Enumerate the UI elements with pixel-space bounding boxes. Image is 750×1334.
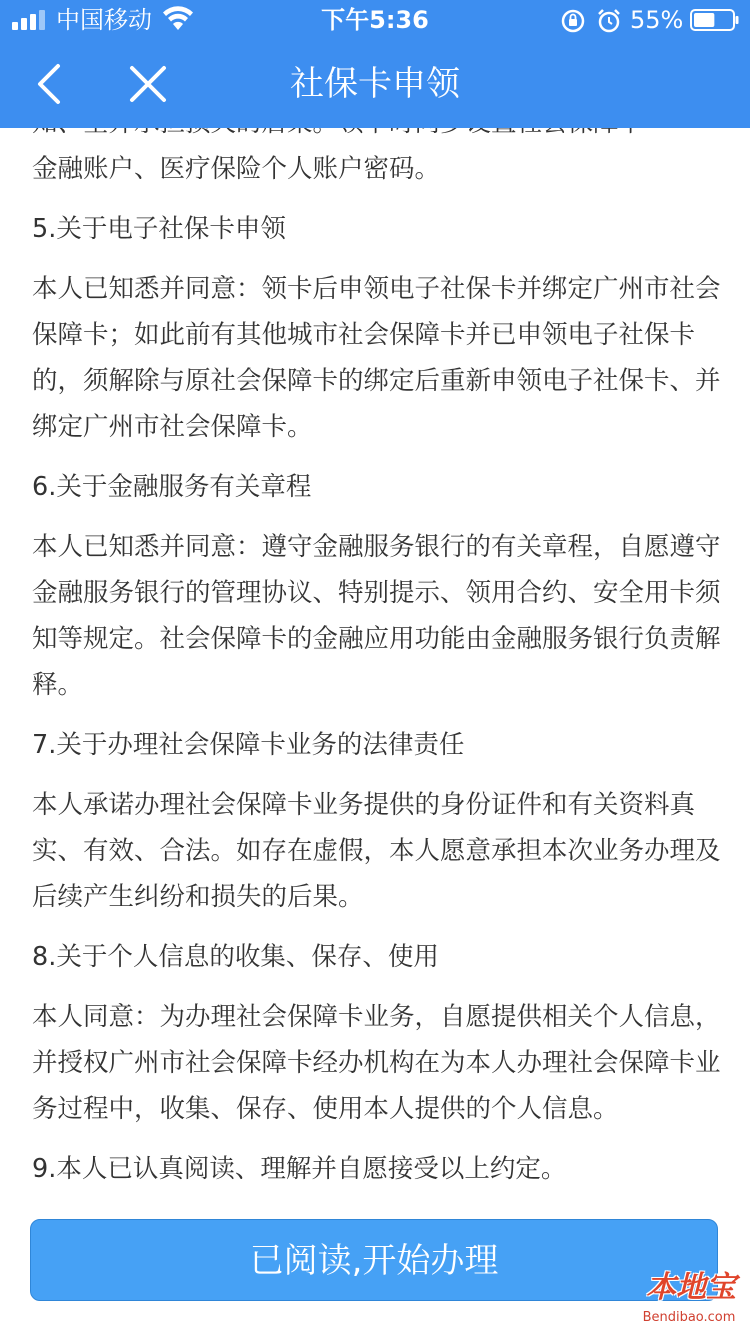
alarm-icon	[596, 8, 622, 34]
start-processing-button[interactable]: 已阅读,开始办理	[30, 1219, 718, 1301]
battery-icon	[690, 9, 740, 31]
watermark	[630, 1268, 748, 1332]
battery-percent: 55%	[630, 6, 684, 34]
status-time: 下午5:36	[321, 6, 429, 34]
watermark-logo: 本地宝	[646, 1270, 736, 1305]
close-icon	[132, 68, 164, 100]
status-bar	[0, 0, 750, 40]
section-heading-7: 7.关于办理社会保障卡业务的法律责任	[32, 730, 465, 760]
section-body-6: 本人已知悉并同意：遵守金融服务银行的有关章程，自愿遵守金融服务银行的管理协议、特别提示、领用合约、安全用卡须知等规定。社会保障卡的金融应用功能由金融服务银行负责解释。	[32, 532, 721, 700]
battery-fill	[694, 13, 714, 27]
close-button[interactable]	[118, 54, 178, 114]
paragraph-continued: 金融账户、医疗保险个人账户密码。	[32, 154, 441, 184]
final-statement: 9.本人已认真阅读、理解并自愿接受以上约定。	[32, 1154, 567, 1184]
back-button[interactable]	[20, 54, 80, 114]
chevron-left-icon	[40, 66, 58, 102]
section-heading-8: 8.关于个人信息的收集、保存、使用	[32, 942, 439, 972]
rotation-lock-icon	[560, 8, 586, 34]
section-heading-6: 6.关于金融服务有关章程	[32, 472, 312, 502]
section-body-5: 本人已知悉并同意：领卡后申领电子社保卡并绑定广州市社会保障卡；如此前有其他城市社会保障卡并已申领电子社保卡的，须解除与原社会保障卡的绑定后重新申领电子社保卡、并绑定广州市社会保障卡。	[32, 274, 721, 442]
carrier-name: 中国移动	[56, 6, 152, 34]
nav-bar	[0, 40, 750, 128]
agreement-content[interactable]	[0, 128, 750, 1334]
page-title: 社保卡申领	[290, 64, 460, 104]
section-body-7: 本人承诺办理社会保障卡业务提供的身份证件和有关资料真实、有效、合法。如存在虚假，本人愿意承担本次业务办理及后续产生纠纷和损失的后果。	[32, 790, 721, 912]
section-body-8: 本人同意：为办理社会保障卡业务，自愿提供相关个人信息，并授权广州市社会保障卡经办机构在为本人办理社会保障卡业务过程中，收集、保存、使用本人提供的个人信息。	[32, 1002, 721, 1124]
agreement-text	[32, 100, 722, 1206]
section-heading-5: 5.关于电子社保卡申领	[32, 214, 286, 244]
watermark-url: Bendibao.com	[642, 1310, 736, 1325]
app-header	[0, 0, 750, 128]
